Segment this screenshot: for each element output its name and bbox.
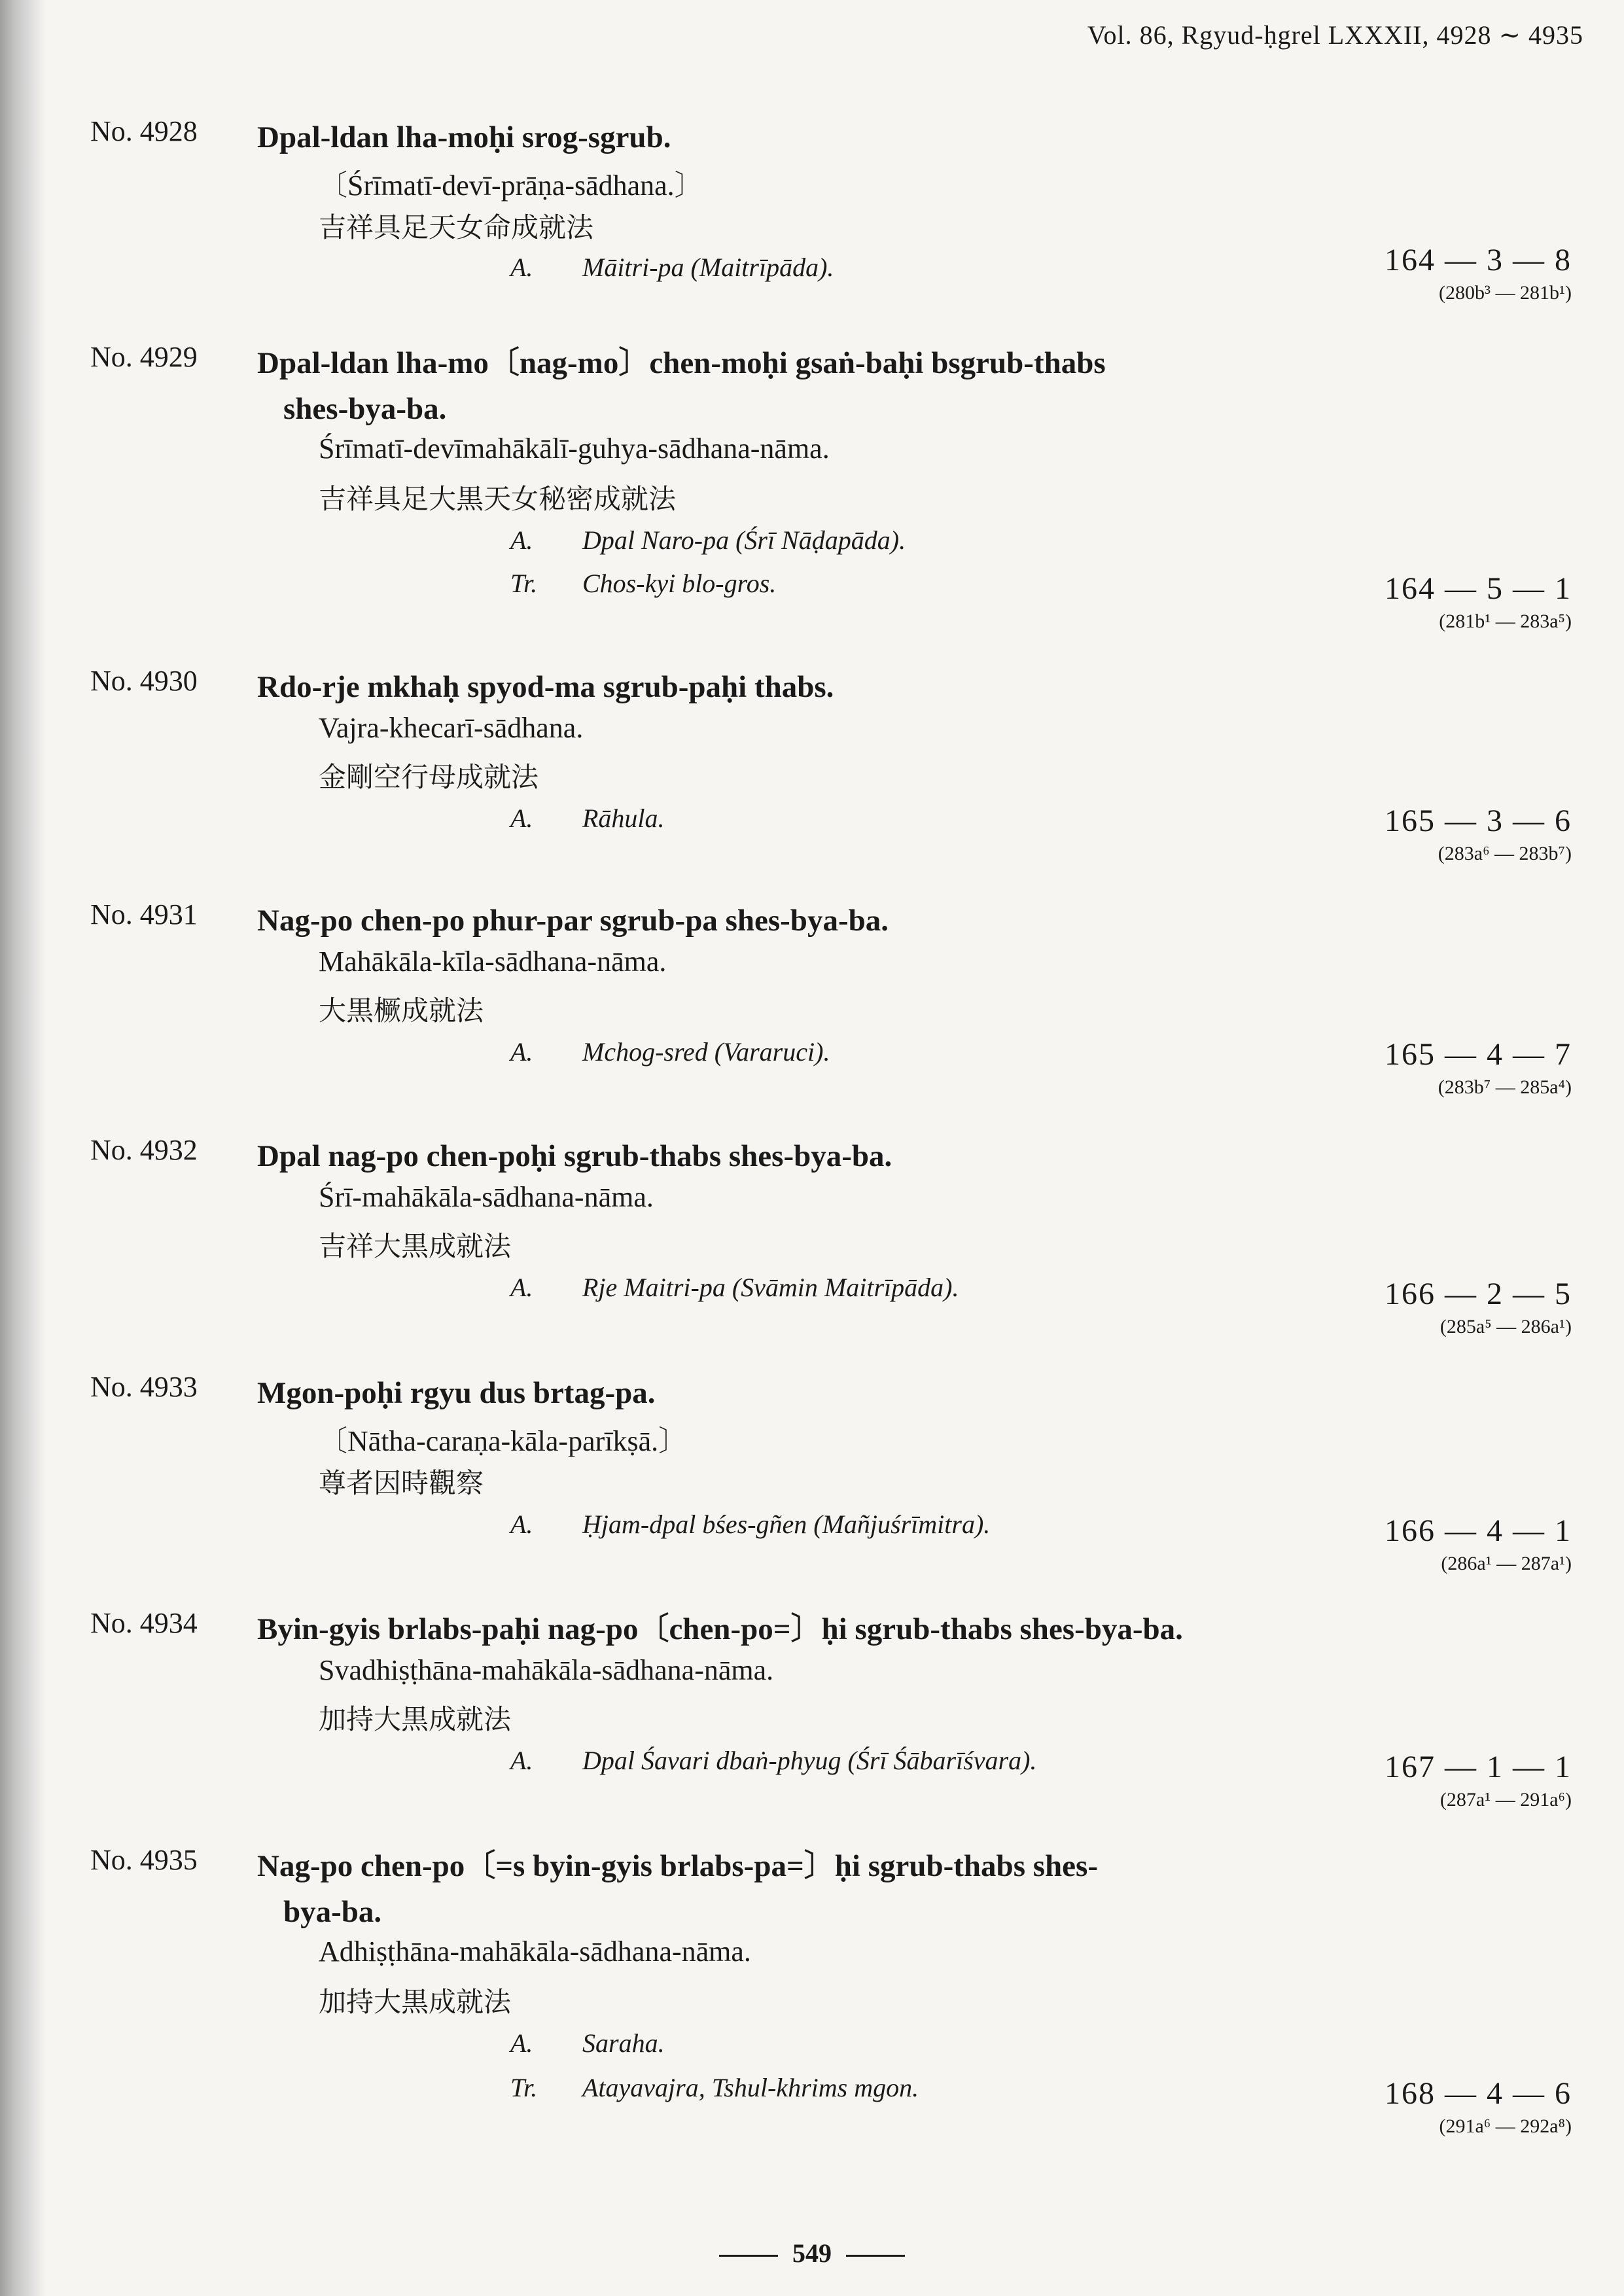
entry-title <box>257 1843 1337 1935</box>
role-name: Dpal Śavari dbaṅ-phyug (Śrī Śābarīśvara). <box>582 1746 1037 1775</box>
volume-page-line: 166 — 4 — 1 <box>1385 1513 1572 1548</box>
chinese-title: 加持大黒成就法 <box>319 1703 512 1735</box>
sanskrit-title: Śrī-mahākāla-sādhana-nāma. <box>319 1181 654 1213</box>
chinese-title: 吉祥具足大黒天女秘密成就法 <box>319 483 677 515</box>
entry-number: No. 4934 <box>90 1607 198 1639</box>
volume-page-line: 166 — 2 — 5 <box>1385 1277 1572 1311</box>
volume-page-line: 165 — 3 — 6 <box>1385 804 1572 838</box>
folio-range: (291a⁶ — 292a⁸) <box>1439 2115 1572 2137</box>
location-reference <box>1385 571 1572 633</box>
sanskrit-title: Adhiṣṭhāna-mahākāla-sādhana-nāma. <box>319 1935 751 1968</box>
location-reference <box>1385 1036 1572 1099</box>
folio-range: (283a⁶ — 283b⁷) <box>1438 843 1572 864</box>
role-label: A. <box>510 1037 533 1067</box>
chinese-title: 尊者因時觀察 <box>319 1467 484 1499</box>
entry-title-line: Rdo-rje mkhaḥ spyod-ma sgrub-paḥi thabs. <box>257 670 834 704</box>
volume-page-line: 165 — 4 — 7 <box>1385 1037 1572 1072</box>
sanskrit-title: Vajra-khecarī-sādhana. <box>319 712 584 744</box>
volume-page-line: 164 — 3 — 8 <box>1385 243 1572 277</box>
sanskrit-title: Svadhiṣṭhāna-mahākāla-sādhana-nāma. <box>319 1654 774 1686</box>
footer-rule-left <box>719 2255 778 2257</box>
folio-range: (285a⁵ — 286a¹) <box>1439 1316 1572 1337</box>
author-line <box>510 525 906 556</box>
entry-title-continuation: shes-bya-ba. <box>283 392 447 426</box>
author-line <box>510 252 834 283</box>
entry-title-line: Dpal-ldan lha-moḥi srog-sgrub. <box>257 120 671 154</box>
author-line <box>510 2028 665 2058</box>
entry-number: No. 4933 <box>90 1371 198 1403</box>
entry-title-line: Mgon-poḥi rgyu dus brtag-pa. <box>257 1376 656 1410</box>
entry-number: No. 4931 <box>90 898 198 930</box>
entry-number: No. 4935 <box>90 1844 198 1876</box>
role-name: Ḥjam-dpal bśes-gñen (Mañjuśrīmitra). <box>582 1510 991 1539</box>
role-label: A. <box>510 2028 533 2058</box>
chinese-title: 金剛空行母成就法 <box>319 761 539 793</box>
volume-page-line: 167 — 1 — 1 <box>1385 1750 1572 1784</box>
entry-title-line: Byin-gyis brlabs-paḥi nag-po〔chen-po=〕ḥi sgrub-thabs shes-bya-ba. <box>257 1612 1183 1646</box>
entry-number: No. 4932 <box>90 1134 198 1166</box>
volume-page-line: 164 — 5 — 1 <box>1385 571 1572 606</box>
entry-number: No. 4930 <box>90 665 198 697</box>
entry-title <box>257 340 1337 432</box>
chinese-title: 加持大黒成就法 <box>319 1986 512 2018</box>
location-reference <box>1385 1276 1572 1338</box>
footer-rule-right <box>846 2255 905 2257</box>
volume-page-line: 168 — 4 — 6 <box>1385 2076 1572 2111</box>
role-name: Saraha. <box>582 2028 665 2058</box>
entry-number: No. 4928 <box>90 115 198 147</box>
role-name: Māitri-pa (Maitrīpāda). <box>582 253 834 282</box>
folio-range: (286a¹ — 287a¹) <box>1441 1553 1572 1574</box>
role-label: A. <box>510 1746 533 1775</box>
role-label: Tr. <box>510 569 538 598</box>
entry-title <box>257 1370 1337 1416</box>
entry-title <box>257 115 1337 160</box>
author-line <box>510 1272 959 1303</box>
role-label: A. <box>510 1510 533 1539</box>
location-reference <box>1385 1513 1572 1575</box>
location-reference <box>1385 2075 1572 2138</box>
author-line <box>510 1745 1036 1776</box>
chinese-title: 大黒橛成就法 <box>319 995 484 1027</box>
running-head: Vol. 86, Rgyud-ḥgrel LXXXII, 4928 ∼ 4935 <box>1087 20 1583 50</box>
binding-shadow <box>0 0 46 2296</box>
role-name: Rāhula. <box>582 804 665 833</box>
translator-line <box>510 2072 919 2103</box>
sanskrit-title: 〔Śrīmatī-devī-prāṇa-sādhana.〕 <box>319 169 703 202</box>
author-line <box>510 803 665 834</box>
entry-title <box>257 664 1337 710</box>
location-reference <box>1385 803 1572 865</box>
sanskrit-title: Śrīmatī-devīmahākālī-guhya-sādhana-nāma. <box>319 433 830 465</box>
chinese-title: 吉祥大黒成就法 <box>319 1230 512 1262</box>
author-line <box>510 1509 990 1540</box>
entry-title-continuation: bya-ba. <box>283 1895 382 1929</box>
role-label: A. <box>510 253 533 282</box>
sanskrit-title: 〔Nātha-caraṇa-kāla-parīkṣā.〕 <box>319 1425 688 1457</box>
folio-range: (287a¹ — 291a⁶) <box>1439 1789 1572 1810</box>
folio-range: (281b¹ — 283a⁵) <box>1439 610 1572 632</box>
folio-range: (283b⁷ — 285a⁴) <box>1438 1076 1572 1098</box>
role-name: Dpal Naro-pa (Śrī Nāḍapāda). <box>582 525 906 555</box>
role-label: A. <box>510 804 533 833</box>
role-name: Chos-kyi blo-gros. <box>582 569 777 598</box>
entry-title <box>257 898 1337 944</box>
entry-title-line: Nag-po chen-po〔=s byin-gyis brlabs-pa=〕ḥi sgrub-thabs shes- <box>257 1849 1098 1883</box>
entry-title-line: Dpal nag-po chen-poḥi sgrub-thabs shes-bya-ba. <box>257 1139 892 1173</box>
folio-range: (280b³ — 281b¹) <box>1439 282 1572 304</box>
role-label: A. <box>510 525 533 555</box>
role-name: Mchog-sred (Vararuci). <box>582 1037 830 1067</box>
entry-title-line: Dpal-ldan lha-mo〔nag-mo〕chen-moḥi gsaṅ-baḥi bsgrub-thabs <box>257 346 1106 380</box>
entry-title <box>257 1606 1402 1652</box>
location-reference <box>1385 242 1572 304</box>
role-name: Rje Maitri-pa (Svāmin Maitrīpāda). <box>582 1273 959 1302</box>
chinese-title: 吉祥具足天女命成就法 <box>319 211 594 243</box>
role-label: A. <box>510 1273 533 1302</box>
entry-number: No. 4929 <box>90 341 198 373</box>
entry-title <box>257 1133 1337 1179</box>
page-number-footer <box>0 2238 1624 2269</box>
author-line <box>510 1036 830 1067</box>
role-name: Atayavajra, Tshul-khrims mgon. <box>582 2073 919 2102</box>
entry-title-line: Nag-po chen-po phur-par sgrub-pa shes-bya-ba. <box>257 904 889 938</box>
translator-line <box>510 568 776 599</box>
sanskrit-title: Mahākāla-kīla-sādhana-nāma. <box>319 945 667 978</box>
page-number: 549 <box>792 2238 832 2268</box>
location-reference <box>1385 1749 1572 1811</box>
role-label: Tr. <box>510 2073 538 2102</box>
